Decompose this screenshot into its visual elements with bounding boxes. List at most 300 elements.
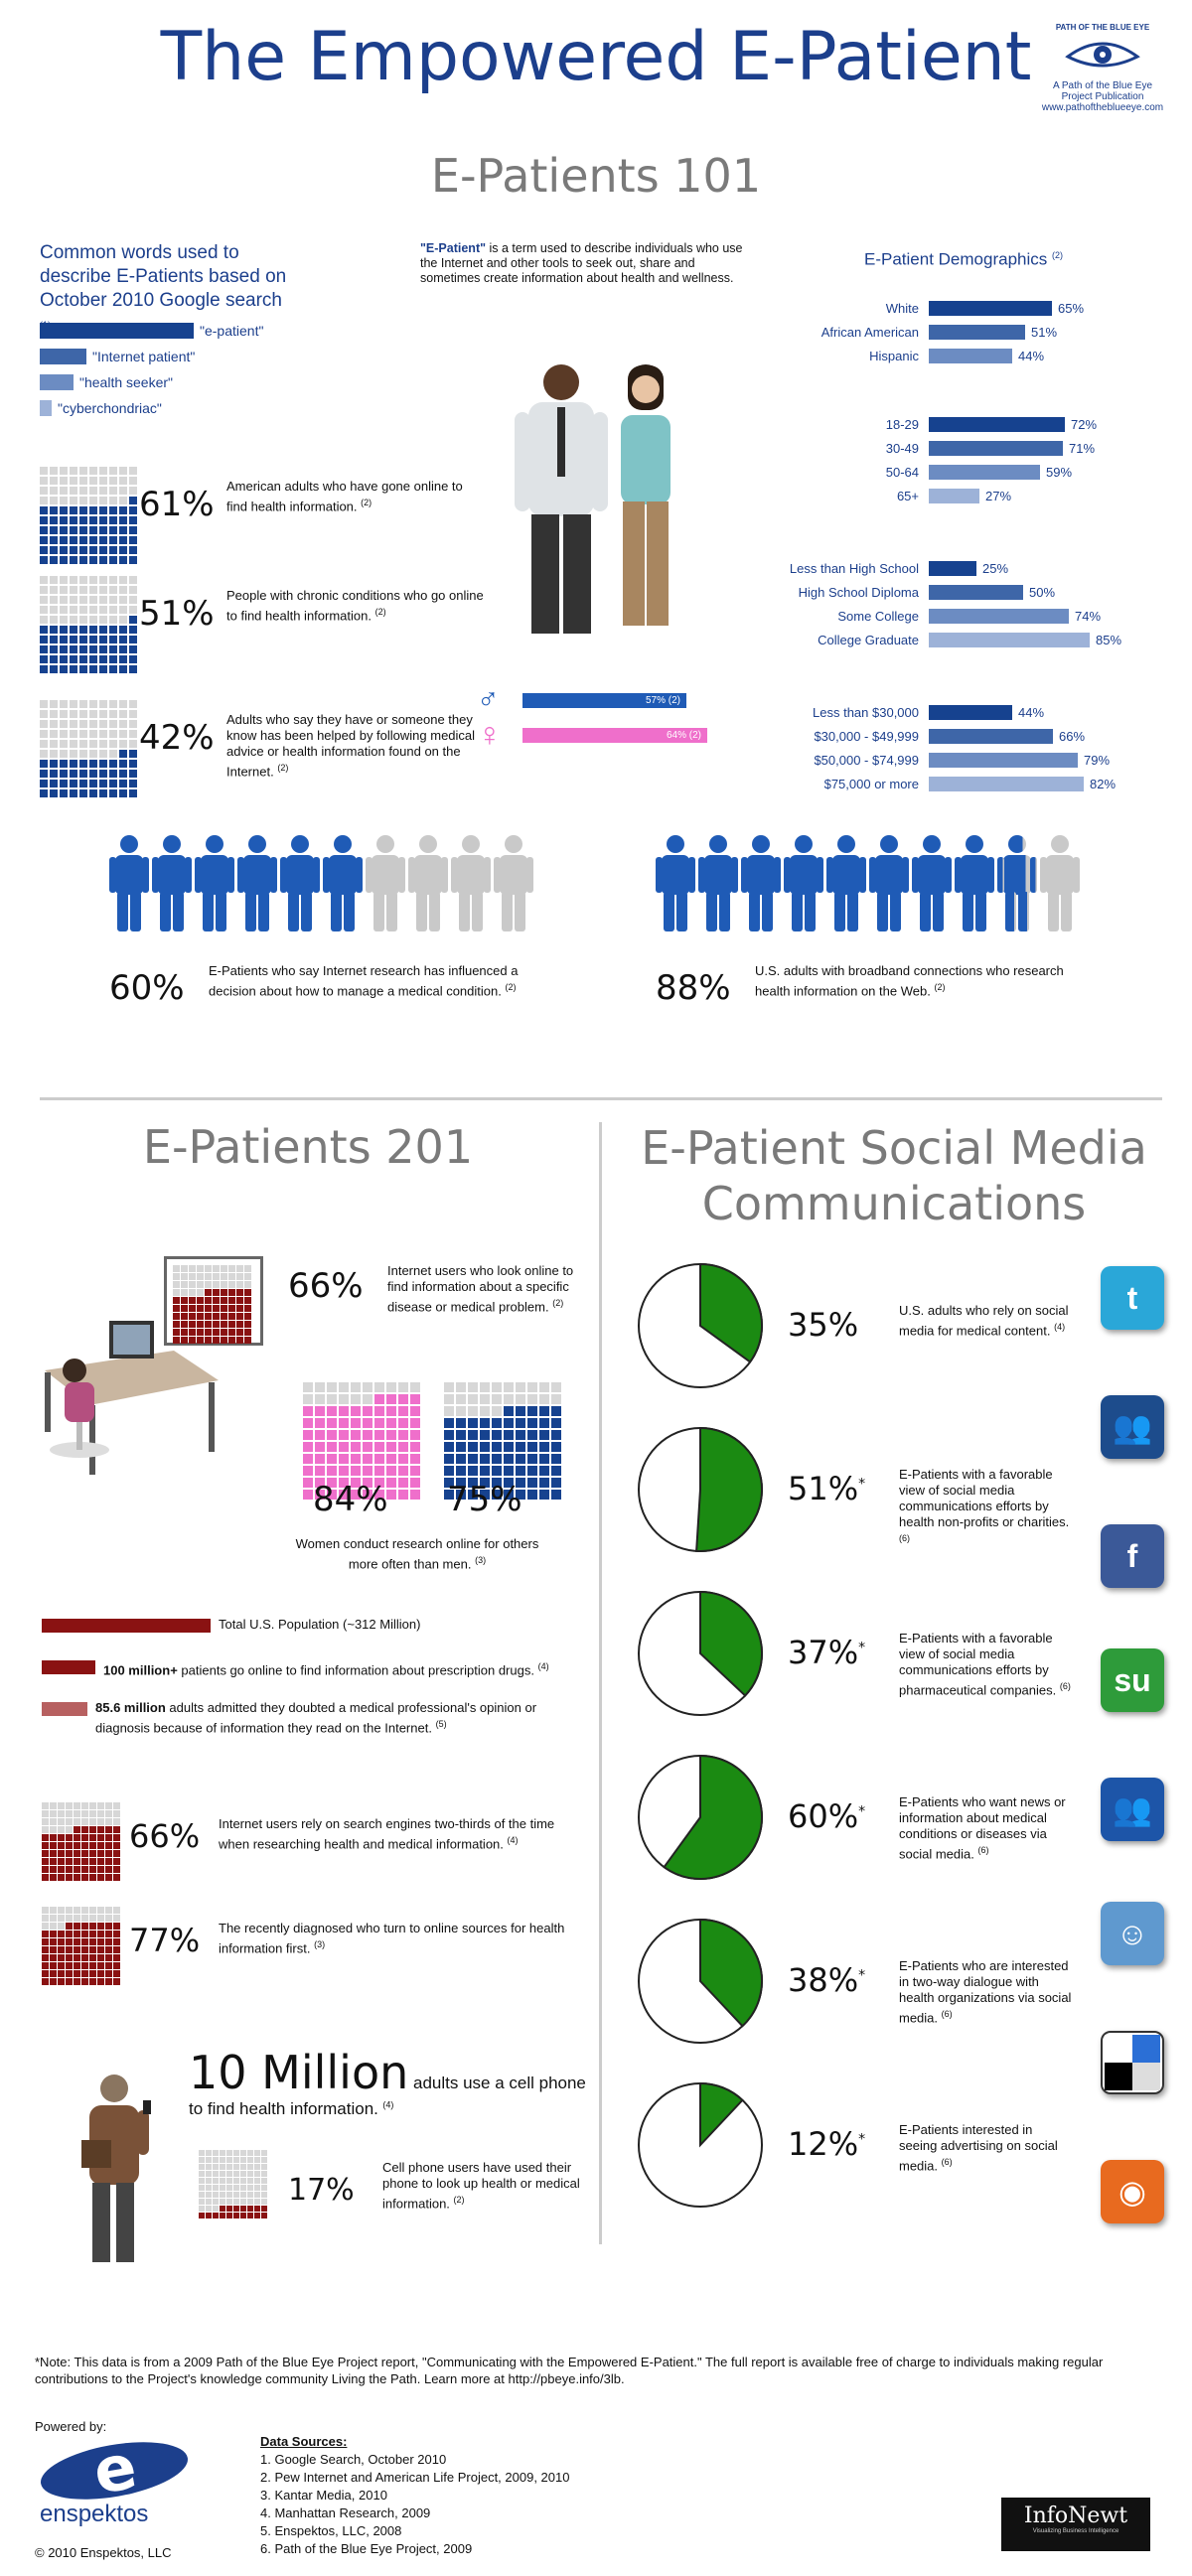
waffle-cell	[50, 546, 58, 554]
waffle-cell	[74, 1923, 80, 1930]
waffle-cell	[99, 477, 107, 485]
demographic-pct: 51%	[1031, 324, 1058, 340]
waffle-cell	[89, 1834, 96, 1841]
waffle-cell	[99, 556, 107, 564]
social-pie-chart	[636, 1917, 765, 2046]
waffle-cell	[221, 1289, 227, 1296]
waffle-cell	[129, 770, 137, 778]
waffle-cell	[60, 576, 68, 584]
population-text: 100 million+ patients go online to find information about prescription drugs. $^{(4)}$	[103, 1661, 549, 1678]
source-item: 3. Kantar Media, 2010	[260, 2488, 387, 2503]
waffle-cell	[327, 1430, 337, 1440]
waffle-cell	[89, 1938, 96, 1945]
waffle-cell	[109, 487, 117, 495]
waffle-cell	[205, 1273, 212, 1280]
waffle-cell	[516, 1454, 525, 1464]
waffle-cell	[99, 606, 107, 614]
waffle-cell	[327, 1466, 337, 1476]
waffle-cell	[456, 1454, 466, 1464]
people-pct: 88%	[656, 968, 731, 1008]
demographic-bar	[929, 777, 1084, 791]
waffle-cell	[351, 1442, 361, 1452]
waffle-cell	[303, 1478, 313, 1488]
waffle-cell	[79, 477, 87, 485]
person-icon	[152, 834, 192, 933]
stumbleupon-icon[interactable]: su	[1101, 1648, 1164, 1712]
waffle-cell	[351, 1466, 361, 1476]
logo-url: www.pathoftheblueeye.com	[1041, 102, 1164, 113]
waffle-cell	[50, 526, 58, 534]
waffle-cell	[50, 1946, 57, 1953]
waffle-cell	[58, 1962, 65, 1969]
waffle-cell	[60, 636, 68, 644]
waffle-cell	[119, 789, 127, 797]
waffle-cell	[74, 1858, 80, 1865]
stat-waffle	[40, 576, 137, 673]
waffle-cell	[50, 1978, 57, 1985]
waffle-cell	[492, 1418, 502, 1428]
waffle-cell	[50, 626, 58, 634]
waffle-cell	[539, 1454, 549, 1464]
waffle-cell	[480, 1406, 490, 1416]
waffle-cell	[113, 1834, 120, 1841]
twitter-icon[interactable]: t	[1101, 1266, 1164, 1330]
waffle-cell	[119, 546, 127, 554]
waffle-cell	[351, 1394, 361, 1404]
stat-waffle	[42, 1802, 120, 1881]
section-heading-201: E-Patients 201	[142, 1120, 474, 1174]
waffle-cell	[226, 2150, 232, 2156]
facebook-icon[interactable]: f	[1101, 1524, 1164, 1588]
waffle-cell	[40, 606, 48, 614]
waffle-cell	[199, 2213, 205, 2218]
waffle-cell	[113, 1874, 120, 1881]
reddit-icon[interactable]: ☺	[1101, 1902, 1164, 1965]
demographic-row	[695, 628, 1172, 651]
waffle-cell	[351, 1406, 361, 1416]
waffle-cell	[50, 1874, 57, 1881]
waffle-cell	[60, 546, 68, 554]
waffle-cell	[79, 596, 87, 604]
waffle-cell	[240, 2185, 246, 2191]
waffle-cell	[386, 1466, 396, 1476]
waffle-cell	[74, 1850, 80, 1857]
waffle-cell	[40, 467, 48, 475]
waffle-cell	[113, 1978, 120, 1985]
waffle-cell	[58, 1978, 65, 1985]
demographic-pct: 66%	[1059, 728, 1086, 744]
waffle-cell	[81, 1858, 88, 1865]
waffle-cell	[60, 596, 68, 604]
male-symbol-icon: ♂	[477, 683, 500, 716]
waffle-cell	[99, 710, 107, 718]
waffle-cell	[66, 1858, 73, 1865]
waffle-cell	[66, 1874, 73, 1881]
waffle-cell	[197, 1337, 204, 1344]
waffle-cell	[189, 1289, 196, 1296]
source-item: 6. Path of the Blue Eye Project, 2009	[260, 2541, 473, 2556]
waffle-cell	[240, 2192, 246, 2198]
waffle-cell	[42, 1923, 49, 1930]
waffle-cell	[89, 1954, 96, 1961]
waffle-cell	[42, 1938, 49, 1945]
waffle-cell	[129, 789, 137, 797]
waffle-cell	[42, 1962, 49, 1969]
waffle-cell	[551, 1430, 561, 1440]
stat-text: The recently diagnosed who turn to online sources for health information first. $^{(3)}$	[219, 1921, 565, 1956]
waffle-cell	[254, 2164, 260, 2170]
waffle-cell	[527, 1442, 537, 1452]
waffle-cell	[89, 1866, 96, 1873]
waffle-cell	[60, 477, 68, 485]
demographic-row	[695, 604, 1172, 628]
waffle-cell	[173, 1289, 180, 1296]
waffle-cell	[109, 740, 117, 748]
delicious-icon[interactable]	[1101, 2031, 1164, 2094]
waffle-cell	[109, 626, 117, 634]
path-of-blue-eye-logo[interactable]	[1028, 23, 1177, 113]
waffle-cell	[539, 1382, 549, 1392]
enspektos-logo-mark: e	[37, 2432, 193, 2508]
waffle-cell	[181, 1273, 188, 1280]
demographic-label: 65+	[896, 488, 919, 503]
social-pct: 60%*	[788, 1797, 866, 1835]
waffle-cell	[205, 1265, 212, 1272]
people-pct: 60%	[109, 968, 185, 1008]
waffle-cell	[199, 2157, 205, 2163]
waffle-cell	[89, 740, 97, 748]
waffle-cell	[40, 586, 48, 594]
population-bar	[42, 1619, 211, 1633]
waffle-cell	[351, 1430, 361, 1440]
waffle-cell	[89, 1970, 96, 1977]
waffle-cell	[233, 2164, 239, 2170]
waffle-cell	[70, 645, 77, 653]
waffle-cell	[492, 1394, 502, 1404]
source-item: 2. Pew Internet and American Life Project, 2009, 2010	[260, 2470, 570, 2485]
waffle-cell	[254, 2192, 260, 2198]
waffle-cell	[105, 1923, 112, 1930]
waffle-cell	[40, 556, 48, 564]
waffle-cell	[247, 2213, 253, 2218]
waffle-cell	[213, 2157, 219, 2163]
demographic-row	[695, 772, 1172, 795]
waffle-cell	[480, 1382, 490, 1392]
waffle-cell	[50, 1834, 57, 1841]
waffle-cell	[66, 1954, 73, 1961]
waffle-cell	[105, 1954, 112, 1961]
waffle-cell	[60, 556, 68, 564]
waffle-cell	[363, 1418, 372, 1428]
waffle-cell	[89, 556, 97, 564]
demographic-label: 50-64	[885, 464, 919, 480]
waffle-cell	[89, 730, 97, 738]
waffle-cell	[539, 1442, 549, 1452]
waffle-cell	[205, 1321, 212, 1328]
waffle-cell	[410, 1490, 420, 1500]
waffle-cell	[79, 546, 87, 554]
waffle-cell	[109, 760, 117, 768]
waffle-cell	[236, 1313, 243, 1320]
waffle-cell	[70, 780, 77, 787]
waffle-cell	[40, 516, 48, 524]
waffle-cell	[129, 506, 137, 514]
social-text: U.S. adults who rely on social media for medical content. $^{(4)}$	[899, 1303, 1069, 1339]
waffle-cell	[213, 1289, 220, 1296]
waffle-cell	[79, 720, 87, 728]
waffle-cell	[74, 1915, 80, 1922]
waffle-cell	[50, 1818, 57, 1825]
waffle-cell	[410, 1406, 420, 1416]
waffle-cell	[129, 467, 137, 475]
waffle-cell	[97, 1938, 104, 1945]
waffle-cell	[410, 1394, 420, 1404]
waffle-cell	[89, 1802, 96, 1809]
waffle-cell	[60, 645, 68, 653]
waffle-cell	[539, 1478, 549, 1488]
waffle-cell	[233, 2192, 239, 2198]
waffle-cell	[228, 1273, 235, 1280]
waffle-cell	[40, 626, 48, 634]
waffle-cell	[516, 1406, 525, 1416]
waffle-cell	[89, 1818, 96, 1825]
stat-201-66-text: Internet users who look online to find information about a specific disease or medical problem. $^{(2)}$	[387, 1263, 574, 1315]
cell-waffle	[199, 2150, 267, 2218]
waffle-cell	[261, 2164, 267, 2170]
waffle-cell	[70, 760, 77, 768]
waffle-cell	[97, 1834, 104, 1841]
waffle-cell	[129, 586, 137, 594]
waffle-cell	[99, 546, 107, 554]
waffle-cell	[228, 1313, 235, 1320]
waffle-cell	[398, 1430, 408, 1440]
demographic-pct: 44%	[1018, 348, 1045, 363]
waffle-cell	[58, 1946, 65, 1953]
social-text: E-Patients who are interested in two-way dialogue with health organizations via social media. $^{(6)}$	[899, 1958, 1072, 2026]
person-icon	[109, 834, 149, 933]
waffle-cell	[199, 2150, 205, 2156]
waffle-cell	[99, 526, 107, 534]
waffle-cell	[89, 655, 97, 663]
waffle-cell	[105, 1915, 112, 1922]
waffle-cell	[109, 645, 117, 653]
waffle-cell	[81, 1802, 88, 1809]
waffle-cell	[551, 1490, 561, 1500]
page-title: The Empowered E-Patient	[160, 18, 1032, 96]
waffle-cell	[213, 1265, 220, 1272]
waffle-cell	[233, 2150, 239, 2156]
waffle-cell	[468, 1406, 478, 1416]
waffle-cell	[105, 1842, 112, 1849]
waffle-cell	[386, 1382, 396, 1392]
waffle-cell	[247, 2157, 253, 2163]
messenger-icon[interactable]: 👥	[1101, 1778, 1164, 1841]
waffle-cell	[66, 1826, 73, 1833]
waffle-cell	[66, 1818, 73, 1825]
waffle-cell	[79, 516, 87, 524]
waffle-cell	[109, 546, 117, 554]
waffle-cell	[89, 1978, 96, 1985]
waffle-cell	[99, 665, 107, 673]
person-icon	[494, 834, 533, 933]
waffle-cell	[213, 2171, 219, 2177]
waffle-cell	[374, 1430, 384, 1440]
myspace-icon[interactable]: 👥	[1101, 1395, 1164, 1459]
word-label: "cyberchondriac"	[58, 400, 162, 416]
waffle-cell	[468, 1394, 478, 1404]
demographic-label: High School Diploma	[798, 584, 919, 600]
waffle-cell	[99, 596, 107, 604]
people-text: U.S. adults with broadband connections who research health information on the Web. $^{(2)}$	[755, 963, 1064, 999]
waffle-cell	[50, 1962, 57, 1969]
waffle-cell	[60, 506, 68, 514]
waffle-cell	[50, 1970, 57, 1977]
rss-icon[interactable]: ◉	[1101, 2160, 1164, 2223]
waffle-cell	[79, 645, 87, 653]
waffle-cell	[398, 1478, 408, 1488]
waffle-cell	[89, 789, 97, 797]
waffle-cell	[79, 626, 87, 634]
infonewt-logo[interactable]: InfoNewt Visualizing Business Intelligence	[1001, 2498, 1150, 2551]
waffle-cell	[89, 596, 97, 604]
waffle-cell	[261, 2213, 267, 2218]
waffle-cell	[89, 616, 97, 624]
waffle-cell	[456, 1418, 466, 1428]
waffle-cell	[480, 1442, 490, 1452]
logo-line1: A Path of the Blue Eye	[1052, 80, 1153, 91]
waffle-cell	[42, 1907, 49, 1914]
waffle-cell	[58, 1826, 65, 1833]
waffle-cell	[89, 720, 97, 728]
waffle-cell	[42, 1931, 49, 1937]
waffle-cell	[504, 1382, 514, 1392]
waffle-cell	[374, 1454, 384, 1464]
waffle-cell	[244, 1305, 251, 1312]
pie-slice	[696, 1428, 762, 1551]
waffle-cell	[220, 2213, 225, 2218]
waffle-cell	[89, 477, 97, 485]
stat-waffle	[40, 700, 137, 797]
waffle-cell	[40, 780, 48, 787]
waffle-cell	[236, 1273, 243, 1280]
waffle-cell	[42, 1842, 49, 1849]
waffle-cell	[40, 655, 48, 663]
waffle-cell	[81, 1915, 88, 1922]
waffle-cell	[261, 2171, 267, 2177]
waffle-cell	[97, 1923, 104, 1930]
waffle-cell	[444, 1406, 454, 1416]
waffle-cell	[99, 780, 107, 787]
waffle-cell	[119, 556, 127, 564]
waffle-cell	[213, 1297, 220, 1304]
waffle-cell	[70, 506, 77, 514]
demographic-bar	[929, 349, 1012, 363]
waffle-cell	[70, 536, 77, 544]
women-men-text: Women conduct research online for others more often than men. $^{(3)}$	[295, 1536, 539, 1572]
waffle-cell	[206, 2192, 212, 2198]
waffle-cell	[79, 665, 87, 673]
waffle-cell	[339, 1382, 349, 1392]
demographic-label: College Graduate	[818, 632, 919, 647]
waffle-cell	[60, 516, 68, 524]
waffle-cell	[410, 1454, 420, 1464]
waffle-cell	[99, 497, 107, 504]
waffle-cell	[99, 516, 107, 524]
waffle-cell	[74, 1802, 80, 1809]
person-icon	[741, 834, 781, 933]
social-pct: 51%*	[788, 1470, 866, 1507]
waffle-cell	[516, 1442, 525, 1452]
waffle-cell	[70, 789, 77, 797]
person-icon	[784, 834, 823, 933]
waffle-cell	[40, 740, 48, 748]
waffle-cell	[40, 596, 48, 604]
word-label: "Internet patient"	[92, 349, 196, 364]
waffle-cell	[339, 1418, 349, 1428]
waffle-cell	[240, 2178, 246, 2184]
enspektos-logo[interactable]: e enspektos	[40, 2445, 199, 2524]
waffle-cell	[50, 770, 58, 778]
person-icon	[869, 834, 909, 933]
waffle-cell	[60, 740, 68, 748]
social-pie-chart	[636, 1261, 765, 1390]
demographic-label: $50,000 - $74,999	[814, 752, 919, 768]
social-text: E-Patients with a favorable view of social media communications efforts by pharmaceutical companies. $^{(6)}$	[899, 1631, 1071, 1698]
waffle-cell	[97, 1907, 104, 1914]
waffle-cell	[129, 606, 137, 614]
waffle-cell	[315, 1430, 325, 1440]
waffle-cell	[213, 1329, 220, 1336]
waffle-cell	[99, 616, 107, 624]
waffle-cell	[105, 1858, 112, 1865]
waffle-cell	[99, 536, 107, 544]
source-item: 5. Enspektos, LLC, 2008	[260, 2523, 402, 2538]
waffle-cell	[40, 700, 48, 708]
waffle-cell	[189, 1329, 196, 1336]
waffle-cell	[60, 789, 68, 797]
waffle-cell	[363, 1442, 372, 1452]
waffle-cell	[42, 1915, 49, 1922]
waffle-cell	[226, 2199, 232, 2205]
waffle-cell	[213, 2185, 219, 2191]
waffle-cell	[410, 1418, 420, 1428]
waffle-cell	[58, 1842, 65, 1849]
waffle-cell	[40, 616, 48, 624]
waffle-cell	[70, 616, 77, 624]
waffle-cell	[70, 596, 77, 604]
waffle-cell	[79, 506, 87, 514]
waffle-cell	[221, 1305, 227, 1312]
social-pct: 35%	[788, 1306, 859, 1344]
waffle-cell	[50, 789, 58, 797]
waffle-cell	[40, 750, 48, 758]
waffle-cell	[99, 700, 107, 708]
waffle-cell	[40, 487, 48, 495]
waffle-cell	[205, 1281, 212, 1288]
waffle-cell	[42, 1874, 49, 1881]
waffle-cell	[173, 1305, 180, 1312]
waffle-cell	[213, 2213, 219, 2218]
waffle-cell	[244, 1265, 251, 1272]
waffle-cell	[189, 1337, 196, 1344]
waffle-cell	[261, 2185, 267, 2191]
waffle-cell	[244, 1297, 251, 1304]
waffle-cell	[226, 2171, 232, 2177]
demographic-pct: 50%	[1029, 584, 1056, 600]
waffle-cell	[109, 730, 117, 738]
waffle-cell	[79, 536, 87, 544]
stat-201-66: 66%	[288, 1266, 364, 1306]
